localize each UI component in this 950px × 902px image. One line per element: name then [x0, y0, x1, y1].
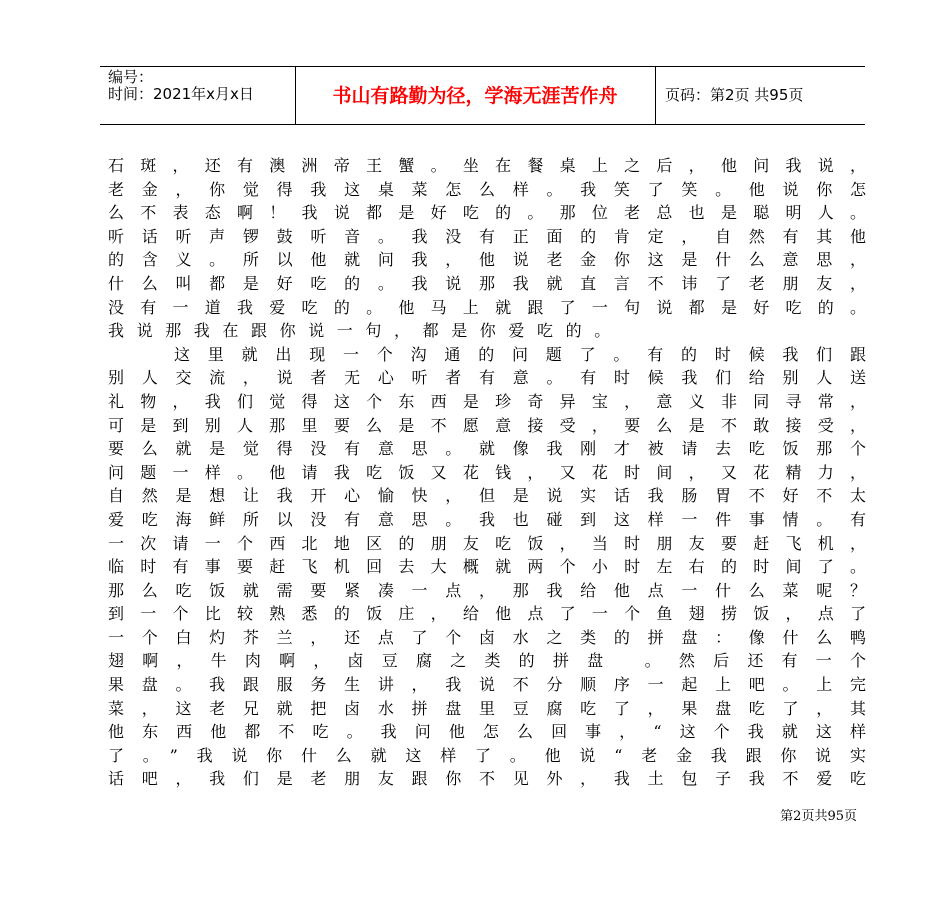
text-line: 什么叫都是好吃的。我说那我就直言不讳了老朋友，: [108, 273, 866, 293]
text-line: 果盘。我跟服务生讲，我说不分顺序一起上吧。上完: [108, 675, 866, 695]
motto-banner: 书山有路勤为径，学海无涯苦作舟: [332, 85, 618, 107]
text-line: 到一个比较熟悉的饭庄，给他点了一个鱼翅捞饭，点了: [108, 604, 866, 624]
text-line: 没有一道我爱吃的。他马上就跟了一句说都是好吃的。: [108, 297, 866, 317]
text-line: 临时有事要赶飞机回去大概就两个小时左右的时间了。: [108, 557, 866, 577]
paragraph-start-line: 这里就出现一个沟通的问题了。有的时候我们跟: [174, 344, 866, 364]
text-line: 礼物，我们觉得这个东西是珍奇异宝，意义非同寻常，: [108, 391, 866, 411]
text-line: 爱吃海鲜所以没有意思。我也碰到这样一件事情。有: [108, 509, 866, 529]
text-line: 菜，这老兄就把卤水拼盘里豆腐吃了，果盘吃了，其: [108, 698, 866, 718]
footer-page-number: 第2页共95页: [780, 809, 857, 824]
text-line: 的含义。所以他就问我，他说老金你这是什么意思，: [108, 250, 866, 270]
header-divider-right: [655, 66, 656, 124]
header-rule-top: [100, 66, 865, 67]
text-line: 他东西他都不吃。我问他怎么回事，“这个我就这样: [108, 722, 866, 742]
document-body: [108, 154, 866, 791]
header-rule-bottom: [100, 124, 865, 125]
text-line: 话吧，我们是老朋友跟你不见外，我土包子我不爱吃: [108, 769, 866, 789]
text-line: 那么吃饭就需要紧凑一点，那我给他点一什么菜呢？: [108, 580, 866, 600]
text-line: 一次请一个西北地区的朋友吃饭，当时朋友要赶飞机，: [108, 533, 866, 553]
text-line: 听话听声锣鼓听音。我没有正面的肯定，自然有其他: [108, 226, 866, 246]
date-label: 时间：2021年x月x日: [108, 85, 254, 103]
serial-number-label: 编号：: [108, 68, 154, 86]
text-line: 一个白灼芥兰，还点了个卤水之类的拼盘：像什么鸭: [108, 627, 866, 647]
text-line: 么不表态啊！我说都是好吃的。那位老总也是聪明人。: [108, 203, 866, 223]
text-line: 翅啊，牛肉啊，卤豆腐之类的拼盘 。然后还有一个: [108, 651, 866, 671]
text-line: 了。”我说你什么就这样了。他说“老金我跟你说实: [108, 745, 866, 765]
header-page-number: 页码：第2页 共95页: [665, 86, 804, 104]
text-line: 要么就是觉得没有意思。就像我刚才被请去吃饭那个: [108, 439, 866, 459]
text-line: 石斑，还有澳洲帝王蟹。坐在餐桌上之后，他问我说，: [108, 156, 866, 175]
text-line: 别人交流，说者无心听者有意。有时候我们给别人送: [108, 368, 866, 388]
text-line: 可是到别人那里要么是不愿意接受，要么是不敢接受，: [108, 415, 866, 435]
text-line: 老金，你觉得我这桌菜怎么样。我笑了笑。他说你怎: [108, 179, 866, 199]
text-line: 问题一样。他请我吃饭又花钱，又花时间，又花精力，: [108, 462, 866, 482]
text-line: 我说那我在跟你说一句，都是你爱吃的。: [108, 321, 623, 341]
text-line: 自然是想让我开心愉快，但是说实话我肠胃不好不太: [108, 486, 866, 506]
